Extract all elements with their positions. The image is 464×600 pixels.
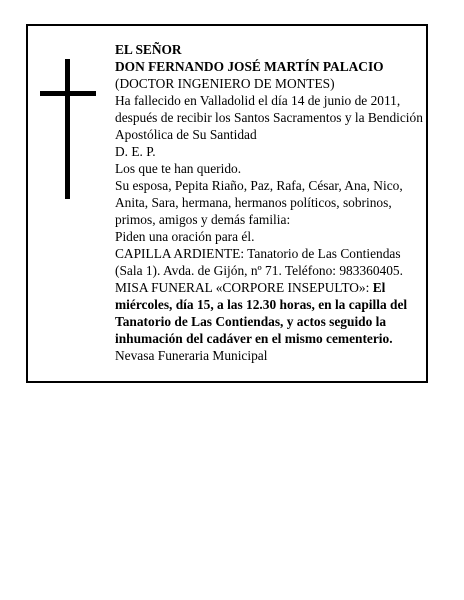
chapel-text: Tanatorio de Las Contiendas (Sala 1). Avda. de Gijón, nº 71. Teléfono: 983360405. [115, 246, 403, 278]
deceased-name: DON FERNANDO JOSÉ MARTÍN PALACIO [115, 59, 384, 74]
funeral-info [115, 279, 423, 347]
family-list: Su esposa, Pepita Riaño, Paz, Rafa, César, Ana, Nico, Anita, Sara, hermana, hermanos políticos, sobrinos, primos, amigos y demás familia: [115, 178, 403, 227]
prayer-request: Piden una oración para él. [115, 229, 255, 244]
funeral-label: MISA FUNERAL «CORPORE INSEPULTO»: [115, 280, 370, 295]
chapel-info [115, 245, 423, 279]
funeral-text: El miércoles, día 15, a las 12.30 horas, en la capilla del Tanatorio de Las Contiendas, y actos seguido la inhumación del cadáver en el mismo cementerio. [115, 280, 408, 346]
dep: D. E. P. [115, 144, 156, 159]
cross-icon [40, 59, 96, 199]
loved-ones: Los que te han querido. [115, 161, 242, 176]
obituary-text [115, 41, 423, 364]
profession: (DOCTOR INGENIERO DE MONTES) [115, 76, 335, 91]
cross-horizontal-bar [40, 91, 96, 96]
funeral-home: Nevasa Funeraria Municipal [115, 348, 268, 363]
title: EL SEÑOR [115, 42, 182, 57]
obituary-notice [26, 24, 428, 383]
cross-vertical-bar [65, 59, 70, 199]
announcement: Ha fallecido en Valladolid el día 14 de junio de 2011, después de recibir los Santos Sacramentos y la Bendición Apostólica de Su Santidad [115, 93, 423, 142]
chapel-label: CAPILLA ARDIENTE: [115, 246, 245, 261]
